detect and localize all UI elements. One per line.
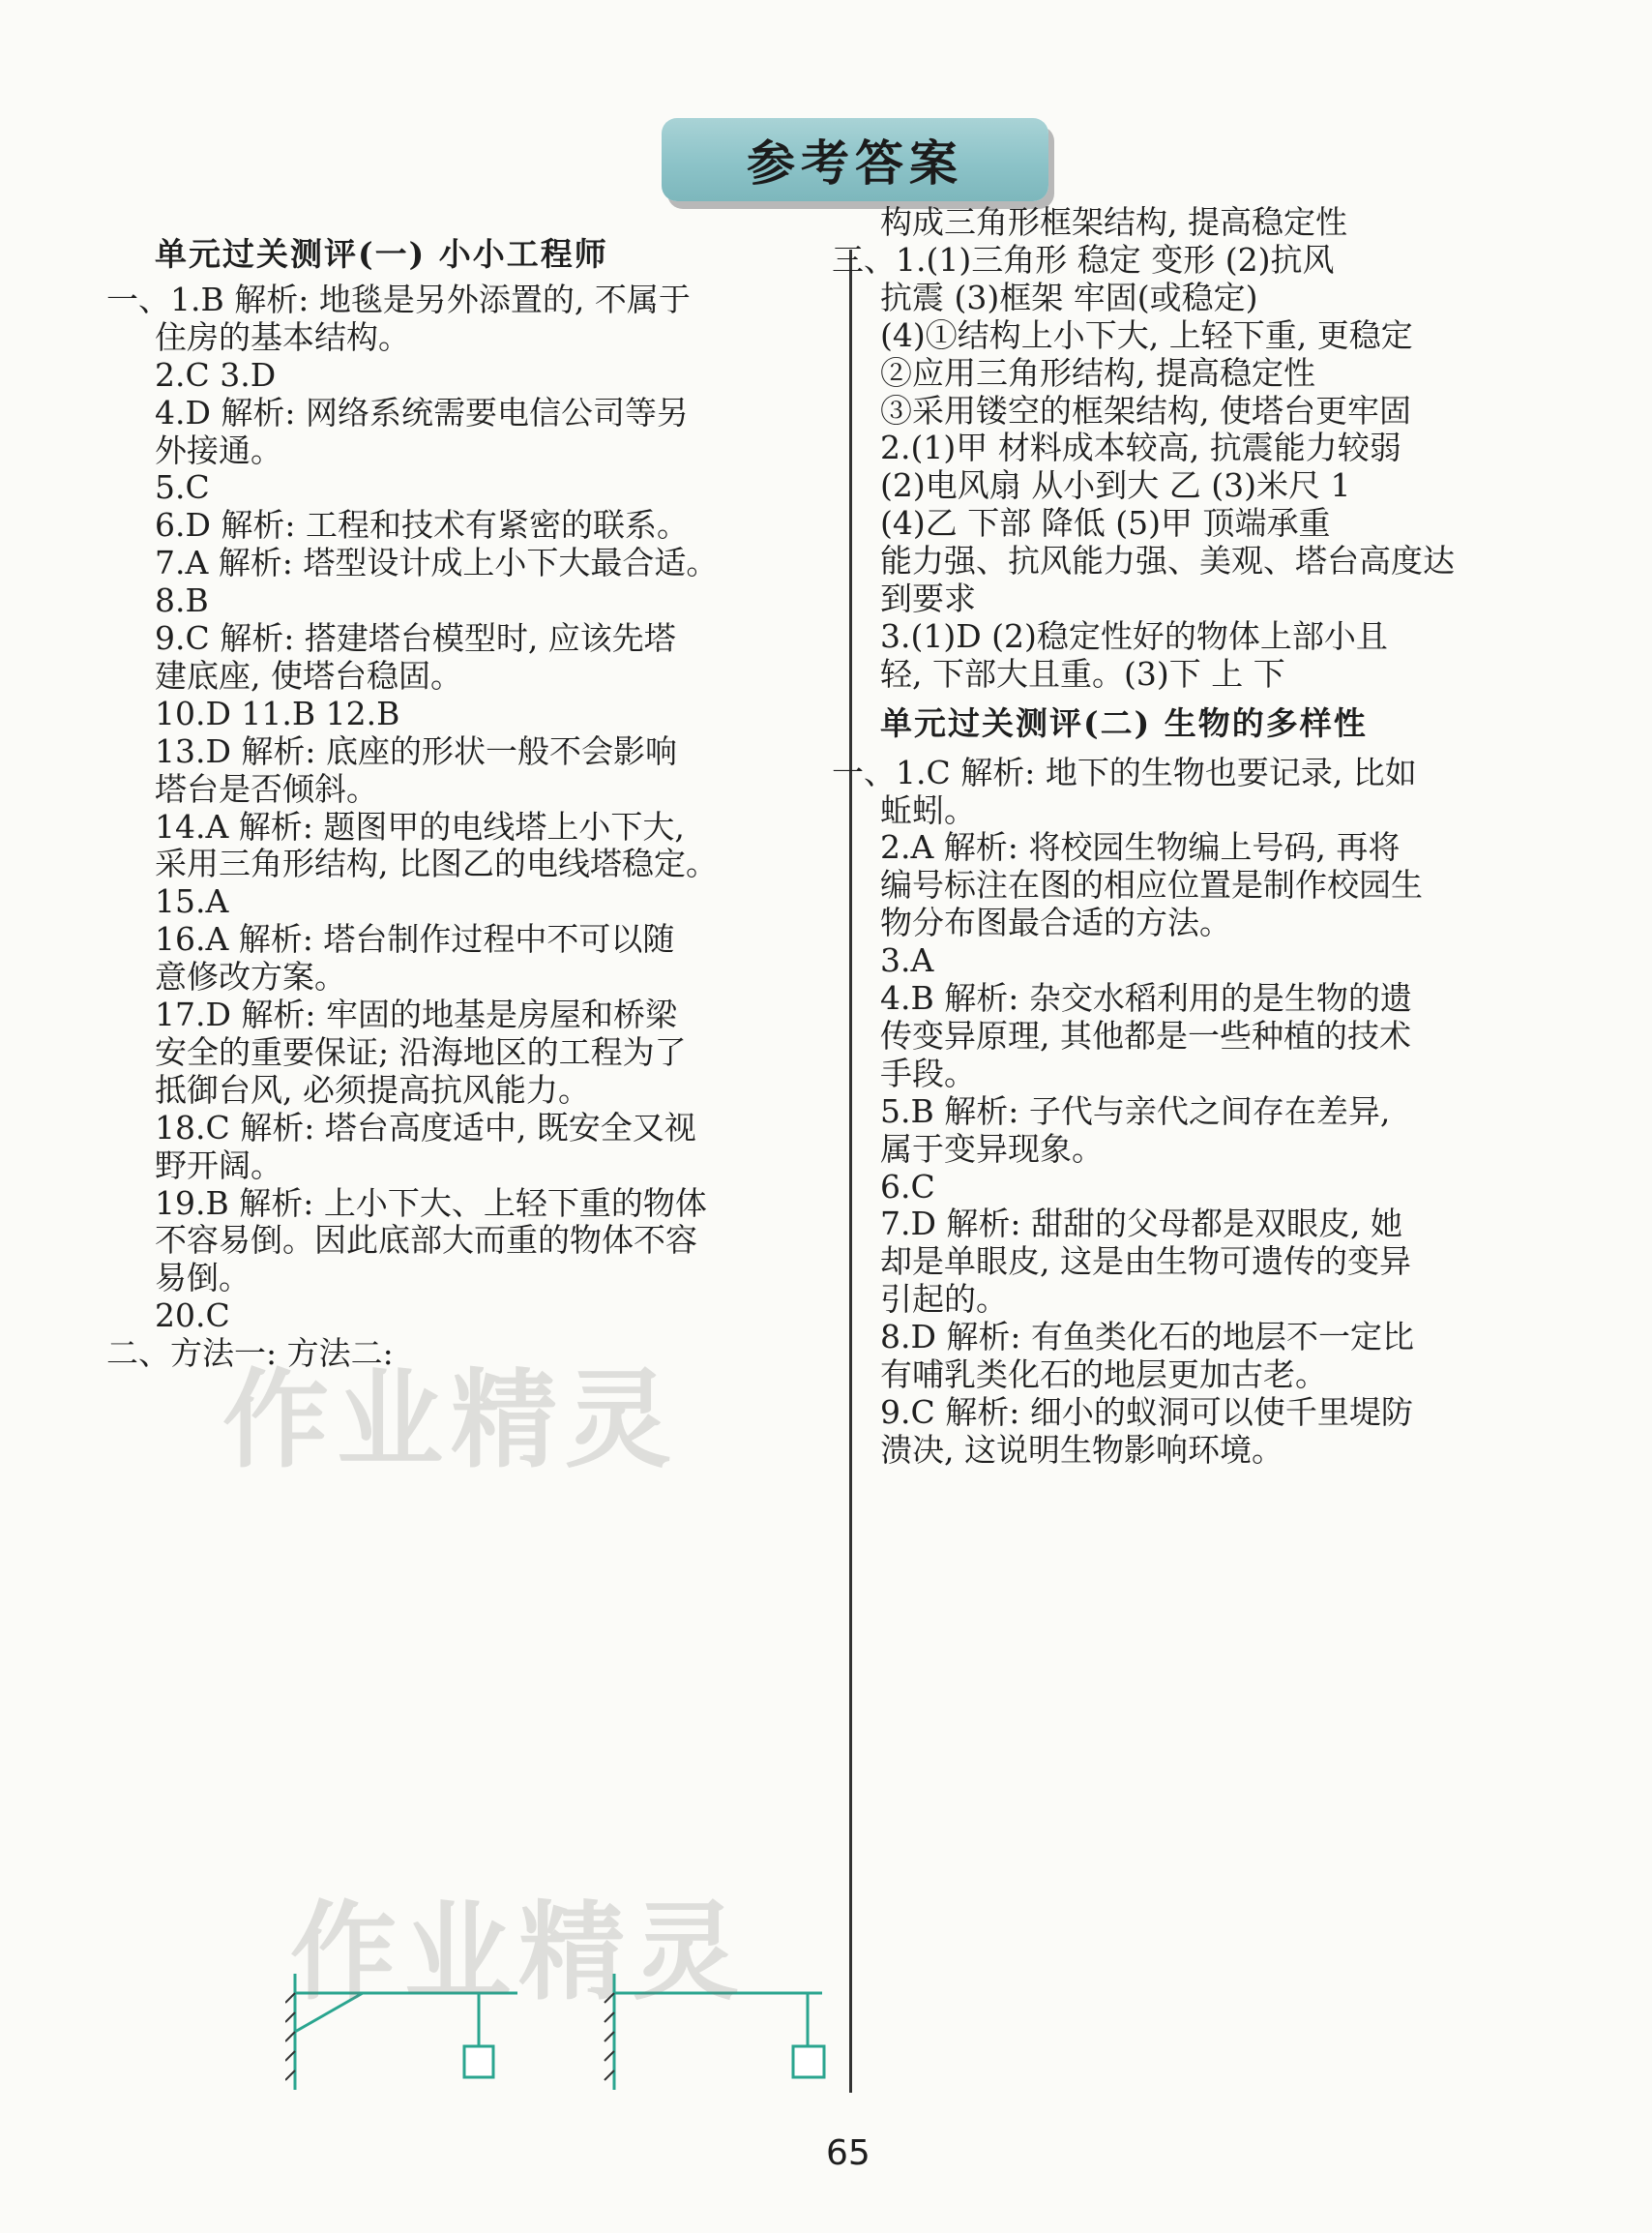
answer-line: 外接通。 [155,431,282,469]
answer-line: 二、方法一: 方法二: [106,1334,394,1373]
answer-line: 2.A 解析: 将校园生物编上号码, 再将 [880,828,1401,867]
answer-line: 4.B 解析: 杂交水稻利用的是生物的遗 [880,979,1412,1017]
watermark-2: 作业精灵 [290,1891,747,2014]
answer-line: 10.D 11.B 12.B [155,694,400,732]
answer-line: 19.B 解析: 上小下大、上轻下重的物体 [155,1183,707,1222]
answer-line: 野开阔。 [155,1146,282,1184]
answer-line: 8.B [155,581,209,620]
answer-line: 有哺乳类化石的地层更加古老。 [880,1355,1327,1393]
answer-line: 溃决, 这说明生物影响环境。 [880,1430,1283,1469]
answer-line: 6.C [880,1167,935,1206]
answer-line: 15.A [155,882,229,921]
answer-line: 14.A 解析: 题图甲的电线塔上小下大, [155,807,685,846]
method2-weight [793,2046,824,2077]
answer-line: 蚯蚓。 [880,790,976,829]
answer-line: 18.C 解析: 塔台高度适中, 既安全又视 [155,1108,696,1146]
answer-line: 5.C [155,468,210,507]
answer-line: 7.A 解析: 塔型设计成上小下大最合适。 [155,544,719,582]
answer-line: 住房的基本结构。 [155,317,410,356]
answer-line: 一、1.B 解析: 地毯是另外添置的, 不属于 [106,280,691,318]
answer-line: 3.(1)D (2)稳定性好的物体上部小且 [880,616,1388,655]
answer-line: 轻, 下部大且重。(3)下 上 下 [880,654,1285,693]
tower-figure [285,1974,846,2090]
section-heading: 单元过关测评(一) 小小工程师 [155,235,608,273]
answer-line: 传变异原理, 其他都是一些种植的技术 [880,1016,1411,1055]
answer-line: 抵御台风, 必须提高抗风能力。 [155,1070,590,1109]
answer-line: 4.D 解析: 网络系统需要电信公司等另 [155,393,690,432]
answer-line: 抗震 (3)框架 牢固(或稳定) [880,278,1258,316]
answer-line: 能力强、抗风能力强、美观、塔台高度达 [880,542,1455,581]
section-heading: 单元过关测评(二) 生物的多样性 [880,703,1368,742]
answer-line: 引起的。 [880,1280,1008,1319]
answer-line: (4)①结构上小下大, 上轻下重, 更稳定 [880,315,1413,354]
answer-line: 却是单眼皮, 这是由生物可遗传的变异 [880,1242,1411,1281]
answer-line: 不容易倒。因此底部大而重的物体不容 [155,1221,697,1260]
answer-line: 17.D 解析: 牢固的地基是房屋和桥梁 [155,996,678,1033]
watermark-1: 作业精灵 [222,1358,679,1482]
answer-line: 采用三角形结构, 比图乙的电线塔稳定。 [155,845,718,883]
answer-line: ②应用三角形结构, 提高稳定性 [880,353,1315,392]
answer-line: 9.C 解析: 搭建塔台模型时, 应该先塔 [155,619,676,657]
answer-line: 塔台是否倾斜。 [155,769,378,808]
page-number: 65 [826,2133,870,2173]
answer-line: 三、1.(1)三角形 稳定 变形 (2)抗风 [832,240,1335,279]
answer-line: 构成三角形框架结构, 提高稳定性 [880,203,1347,241]
answer-line: (4)乙 下部 降低 (5)甲 顶端承重 [880,504,1331,543]
answer-line: 8.D 解析: 有鱼类化石的地层不一定比 [880,1318,1415,1356]
answer-line: 9.C 解析: 细小的蚁洞可以使千里堤防 [880,1392,1413,1431]
answer-line: 6.D 解析: 工程和技术有紧密的联系。 [155,506,690,545]
answer-line: 到要求 [880,580,976,617]
answer-line: 一、1.C 解析: 地下的生物也要记录, 比如 [832,753,1417,791]
answer-line: 2.C 3.D [155,355,277,394]
page-title: 参考答案 [747,134,963,192]
answer-line: 20.C [155,1296,230,1335]
answer-line: 13.D 解析: 底座的形状一般不会影响 [155,731,678,770]
answer-line: 建底座, 使塔台稳固。 [155,656,462,695]
title-banner [662,118,1048,201]
answer-line: 属于变异现象。 [880,1129,1104,1168]
answer-line: 手段。 [880,1054,976,1092]
answer-line: 易倒。 [155,1259,251,1297]
column-divider [849,250,852,2093]
answer-line: ③采用镂空的框架结构, 使塔台更牢固 [880,391,1411,430]
answer-line: 2.(1)甲 材料成本较高, 抗震能力较弱 [880,429,1401,467]
answer-line: 3.A [880,941,934,980]
answer-line: 16.A 解析: 塔台制作过程中不可以随 [155,920,675,959]
answer-line: 5.B 解析: 子代与亲代之间存在差异, [880,1091,1391,1130]
answer-line: (2)电风扇 从小到大 乙 (3)米尺 1 [880,466,1351,505]
method1-weight [464,2046,493,2077]
answer-line: 意修改方案。 [155,958,346,997]
answer-line: 物分布图最合适的方法。 [880,904,1231,942]
answer-line: 7.D 解析: 甜甜的父母都是双眼皮, 她 [880,1205,1403,1243]
method1-brace [295,1993,363,2032]
answer-line: 编号标注在图的相应位置是制作校园生 [880,866,1423,905]
answer-line: 安全的重要保证; 沿海地区的工程为了 [155,1032,687,1071]
